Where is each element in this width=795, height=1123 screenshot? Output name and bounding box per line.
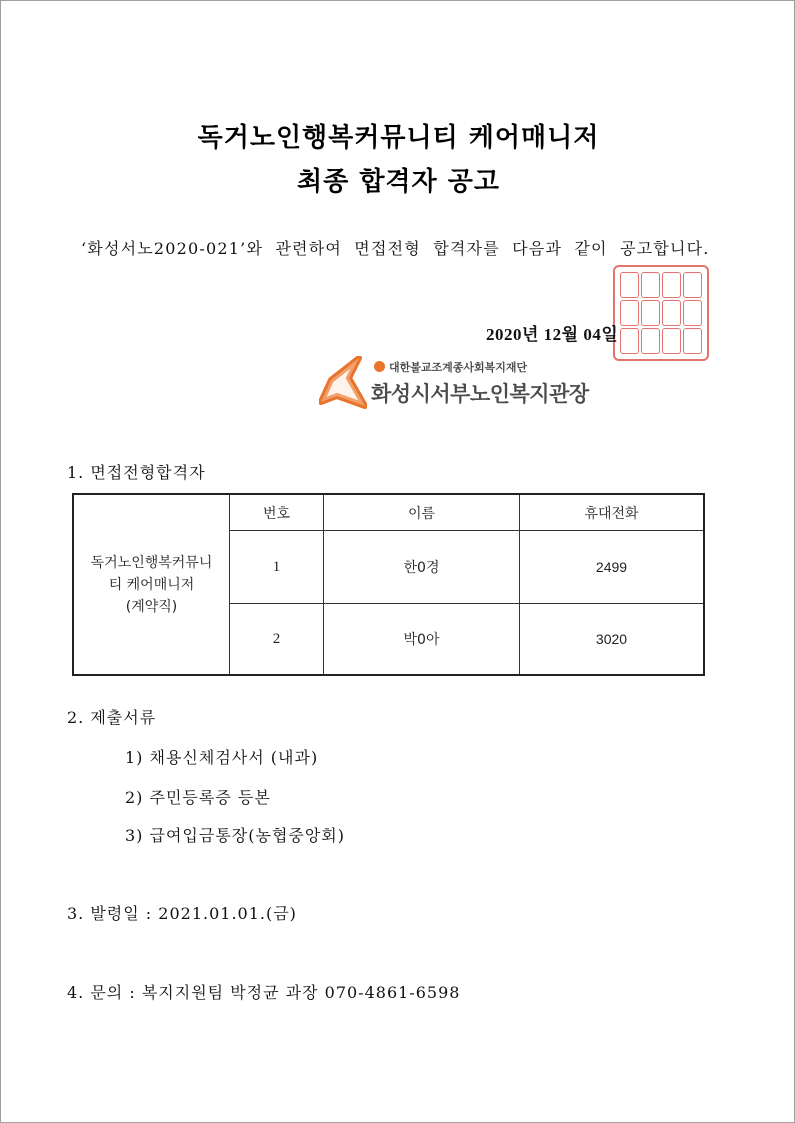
foundation-name: 대한불교조계종사회복지재단 (374, 359, 527, 375)
document-title-line2: 최종 합격자 공고 (297, 167, 500, 197)
institution-name: 화성시서부노인복지관장 (371, 382, 589, 406)
announcement-date: 2020년 12월 04일 (486, 325, 619, 344)
orange-star-logo-icon (319, 356, 367, 412)
document-list-item: 2) 주민등록증 등본 (125, 788, 271, 807)
successful-candidates-table (72, 493, 705, 676)
document-title-line1: 독거노인행복커뮤니티 케어매니저 (197, 123, 600, 153)
institution-logo (319, 356, 599, 412)
row-number: 2 (230, 604, 324, 676)
appointment-date: 3. 발령일 : 2021.01.01.(금) (67, 904, 297, 923)
section2-heading: 2. 제출서류 (67, 708, 157, 727)
contact-info: 4. 문의 : 복지지원팀 박정균 과장 070-4861-6598 (67, 983, 461, 1002)
document-list-item: 3) 급여입금통장(농협중앙회) (125, 826, 346, 845)
header-phone: 휴대전화 (520, 494, 705, 531)
foundation-emblem-icon (374, 361, 385, 372)
table-header-row (73, 494, 704, 531)
header-number: 번호 (230, 494, 324, 531)
row-name: 한0경 (324, 531, 520, 604)
position-cell: 독거노인행복커뮤니 티 케어매니저 (계약직) (73, 494, 230, 675)
row-name: 박0아 (324, 604, 520, 676)
row-phone: 3020 (520, 604, 705, 676)
official-seal-stamp-icon (613, 265, 709, 361)
document-list-item: 1) 채용신체검사서 (내과) (125, 748, 319, 767)
section1-heading: 1. 면접전형합격자 (67, 463, 206, 482)
intro-paragraph: ‘화성서노2020-021’와 관련하여 면접전형 합격자를 다음과 같이 공고합니다. (81, 239, 710, 258)
row-number: 1 (230, 531, 324, 604)
row-phone: 2499 (520, 531, 705, 604)
header-name: 이름 (324, 494, 520, 531)
